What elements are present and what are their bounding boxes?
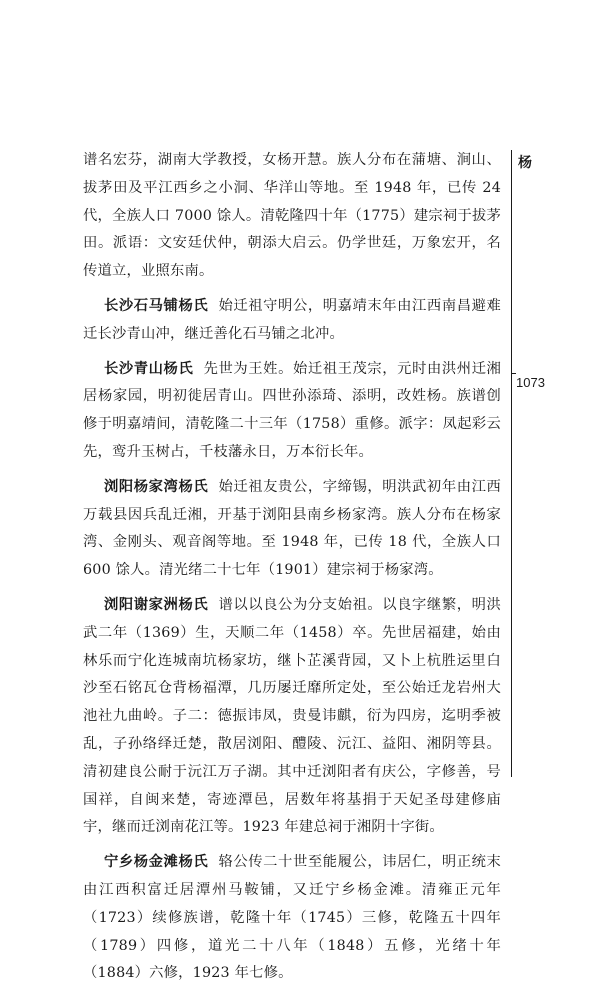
entry-title: 宁乡杨金滩杨氏 bbox=[104, 854, 209, 871]
entry-changsha-qingshan bbox=[83, 356, 501, 467]
side-header: 杨 bbox=[518, 155, 532, 171]
entry-text: 先世为王姓。始迁祖王茂宗，元时由洪州迁湘居杨家园，明初徙居青山。四世孙添琦、添明，改姓杨。族谱创修于明嘉靖间，清乾隆二十三年（1758）重修。派字：凤起彩云先，鸾升玉树占，千枝藩永日，万本衍长年。 bbox=[83, 360, 502, 460]
entry-text: 辂公传二十世至能履公，讳居仁，明正统末由江西积富迁居潭州马鞍铺，又迁宁乡杨金滩。清雍正元年（1723）续修族谱，乾隆十年（1745）三修，乾隆五十四年（1789）四修，道光二十八年（1848）五修，光绪十年（1884）六修，1923 年七修。 bbox=[83, 854, 501, 982]
entry-liuyang-xiejiazhou bbox=[83, 592, 501, 842]
main-text-column bbox=[83, 147, 501, 995]
entry-text: 谱以以良公为分支始祖。以良字继繁，明洪武二年（1369）生，天顺二年（1458）卒。先世居福建，始由林乐而宁化连城南坑杨家坊，继卜芷溪背园，又卜上杭胜运里白沙至石铭瓦仓背杨福潭，几历屡迁靡所定处，至公始迁龙岩州大池社九曲岭。子二：德振讳凤，贵曼讳麒，衍为四房，迄明季被乱，子孙络绎迁楚，散居浏阳、醴陵、沅江、益阳、湘阴等县。清初建良公耐于沅江万子湖。其中迁浏阳者有庆公，字修善，号国祥，自闽来楚，寄迹潭邑，居数年将基捐于天妃圣母建修庙宇，继而迁浏南花江等。1923 年建总祠于湘阴十字街。 bbox=[83, 596, 501, 836]
entry-liuyang-yangjiawan bbox=[83, 474, 501, 585]
paragraph-continuation bbox=[83, 147, 501, 286]
entry-title: 长沙石马铺杨氏 bbox=[104, 297, 209, 314]
paragraph-text: 谱名宏芬，湖南大学教授，女杨开慧。族人分布在蒲塘、涧山、拔茅田及平江西乡之小洞、华洋山等地。至 1948 年，已传 24 代，全族人口 7000 馀人。清乾隆四十年（1775）建宗祠于拔茅田。派语：文安廷伏仲，朝添大启云。仍学世廷，万象宏开，名传道立，业照东南。 bbox=[83, 152, 501, 280]
entry-title: 浏阳谢家洲杨氏 bbox=[104, 596, 209, 613]
page-number: 1073 bbox=[516, 375, 545, 390]
entry-title: 浏阳杨家湾杨氏 bbox=[104, 478, 209, 495]
entry-ningxiang-yangjintan bbox=[83, 849, 501, 988]
entry-text: 始迁祖守明公，明嘉靖末年由江西南昌避难迁长沙青山冲，继迁善化石马铺之北冲。 bbox=[83, 297, 501, 342]
entry-title: 长沙青山杨氏 bbox=[104, 360, 194, 377]
entry-changsha-shimapu bbox=[83, 293, 501, 349]
entry-text: 始迁祖友贵公，字缔锡，明洪武初年由江西万载县因兵乱迁湘，开基于浏阳县南乡杨家湾。族人分布在杨家湾、金刚头、观音阁等地。至 1948 年，已传 18 代，全族人口 600 馀人。清光绪二十七年（1901）建宗祠于杨家湾。 bbox=[83, 478, 501, 579]
margin-rule bbox=[511, 150, 512, 777]
page-number-tick bbox=[511, 373, 516, 374]
